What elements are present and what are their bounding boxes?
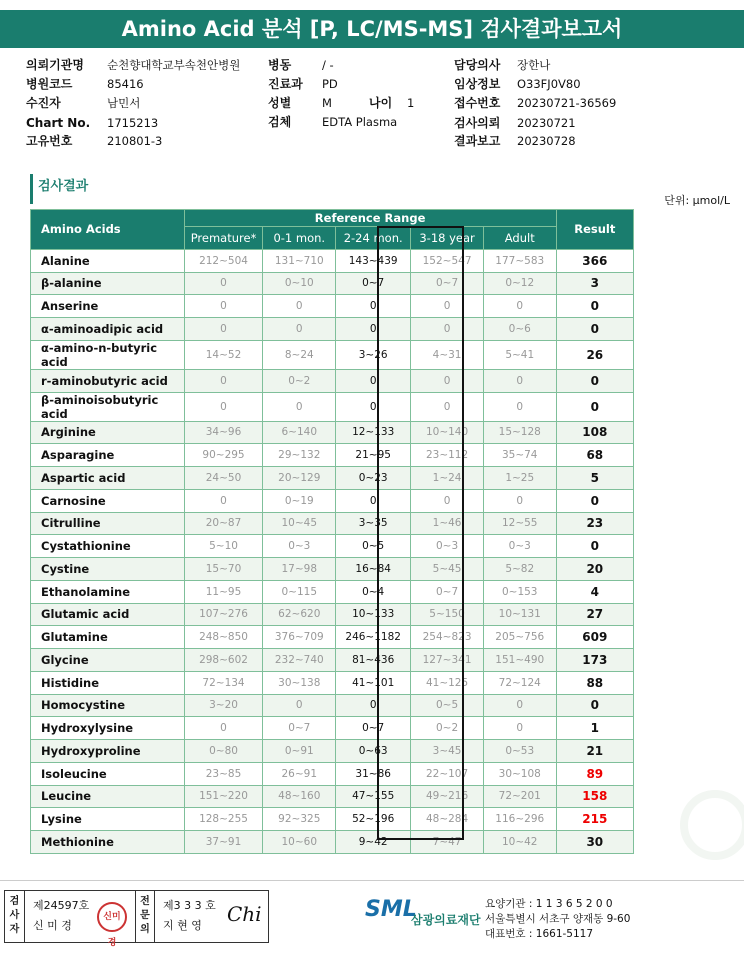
amino-acid-name: Arginine [31, 421, 185, 444]
reference-range: 3~45 [411, 740, 484, 763]
reference-range: 0 [483, 392, 556, 421]
reference-range: 0~80 [184, 740, 263, 763]
info-value: PD [322, 77, 338, 91]
reference-range: 8~24 [263, 340, 336, 369]
reference-range: 10~45 [263, 512, 336, 535]
info-right [454, 57, 654, 152]
table-row [31, 535, 634, 558]
reference-range: 90~295 [184, 444, 263, 467]
reference-range: 10~60 [263, 831, 336, 854]
table-row [31, 272, 634, 295]
reference-range: 0 [336, 369, 411, 392]
reference-range: 21~95 [336, 444, 411, 467]
reference-range: 5~150 [411, 603, 484, 626]
reference-range: 26~91 [263, 762, 336, 785]
info-value: 순천향대학교부속천안병원 [107, 58, 241, 72]
reference-range: 0 [336, 392, 411, 421]
address-block [485, 897, 630, 942]
result-value: 23 [556, 512, 633, 535]
table-row [31, 740, 634, 763]
reference-range: 23~85 [184, 762, 263, 785]
reference-range: 7~47 [411, 831, 484, 854]
reference-range: 49~216 [411, 785, 484, 808]
result-value: 366 [556, 249, 633, 272]
amino-acid-name: Asparagine [31, 444, 185, 467]
specialist-label: 전문의 [135, 891, 155, 942]
reference-range: 15~70 [184, 558, 263, 581]
results-table [30, 209, 634, 854]
table-row [31, 808, 634, 831]
reference-range: 10~140 [411, 421, 484, 444]
amino-acid-name: Anserine [31, 295, 185, 318]
info-value: 1715213 [107, 116, 159, 130]
amino-acid-name: Hydroxylysine [31, 717, 185, 740]
reference-range: 47~155 [336, 785, 411, 808]
reference-range: 0~4 [336, 580, 411, 603]
reference-range: 0 [184, 489, 263, 512]
table-row [31, 421, 634, 444]
info-value: 20230721 [517, 116, 576, 130]
reference-range: 5~45 [411, 558, 484, 581]
result-value: 609 [556, 626, 633, 649]
result-value: 0 [556, 318, 633, 341]
inspector-name: 신 미 경 [33, 919, 72, 932]
amino-acid-name: Citrulline [31, 512, 185, 535]
reference-range: 3~26 [336, 340, 411, 369]
info-label: 검사의뢰 [454, 116, 501, 130]
reference-range: 0 [184, 717, 263, 740]
reference-range: 12~133 [336, 421, 411, 444]
reference-range: 3~20 [184, 694, 263, 717]
info-label: 의뢰기관명 [26, 58, 84, 72]
reference-range: 35~74 [483, 444, 556, 467]
reference-range: 20~87 [184, 512, 263, 535]
reference-range: 131~710 [263, 249, 336, 272]
reference-range: 0~63 [336, 740, 411, 763]
info-label: 진료과 [268, 77, 303, 91]
reference-range: 72~134 [184, 671, 263, 694]
reference-range: 0~5 [336, 535, 411, 558]
reference-range: 1~24 [411, 467, 484, 490]
logo-mark: SML [365, 897, 417, 922]
table-row [31, 318, 634, 341]
info-label: 임상정보 [454, 77, 501, 91]
amino-acid-name: Cystine [31, 558, 185, 581]
info-value: 210801-3 [107, 134, 163, 148]
table-row [31, 340, 634, 369]
reference-range: 0~3 [263, 535, 336, 558]
result-value: 21 [556, 740, 633, 763]
info-value: 남민서 [107, 96, 141, 110]
reference-range: 22~107 [411, 762, 484, 785]
info-value: 20230721-36569 [517, 96, 617, 110]
table-row [31, 512, 634, 535]
info-mid [268, 57, 448, 137]
info-left [26, 57, 266, 152]
col-header-premature: Premature* [184, 227, 263, 250]
amino-acid-name: Lysine [31, 808, 185, 831]
reference-range: 0 [184, 369, 263, 392]
amino-acid-name: α-aminoadipic acid [31, 318, 185, 341]
info-label: 담당의사 [454, 58, 501, 72]
reference-range: 72~124 [483, 671, 556, 694]
reference-range: 0 [336, 489, 411, 512]
sml-logo [365, 897, 481, 927]
reference-range: 14~52 [184, 340, 263, 369]
result-value: 0 [556, 369, 633, 392]
reference-range: 0~3 [411, 535, 484, 558]
amino-acid-name: α-amino-n-butyric acid [31, 340, 185, 369]
info-label: 결과보고 [454, 134, 501, 148]
reference-range: 30~108 [483, 762, 556, 785]
watermark [680, 790, 744, 860]
reference-range: 0 [483, 694, 556, 717]
table-row [31, 603, 634, 626]
result-value: 108 [556, 421, 633, 444]
info-value: 장한나 [517, 58, 551, 72]
reference-range: 0~153 [483, 580, 556, 603]
reference-range: 376~709 [263, 626, 336, 649]
reference-range: 0~7 [336, 717, 411, 740]
specialist-number: 제3 3 3 호 [163, 899, 216, 912]
table-row [31, 489, 634, 512]
reference-range: 0 [483, 295, 556, 318]
reference-range: 17~98 [263, 558, 336, 581]
info-value: EDTA Plasma [322, 115, 398, 129]
col-header-result: Result [556, 210, 633, 250]
reference-range: 0 [263, 694, 336, 717]
info-label: 병동 [268, 58, 292, 72]
reference-range: 0 [483, 489, 556, 512]
reference-range: 0~7 [411, 580, 484, 603]
amino-acid-name: Hydroxyproline [31, 740, 185, 763]
amino-acid-name: β-alanine [31, 272, 185, 295]
reference-range: 128~255 [184, 808, 263, 831]
amino-acid-name: Leucine [31, 785, 185, 808]
reference-range: 0 [411, 489, 484, 512]
reference-range: 0~3 [483, 535, 556, 558]
reference-range: 0~2 [411, 717, 484, 740]
reference-range: 0 [184, 295, 263, 318]
col-header-adult: Adult [483, 227, 556, 250]
reference-range: 0 [411, 392, 484, 421]
table-row [31, 649, 634, 672]
result-value: 173 [556, 649, 633, 672]
inspector-number: 제24597호 [33, 899, 90, 912]
reference-range: 37~91 [184, 831, 263, 854]
table-row [31, 694, 634, 717]
result-value: 20 [556, 558, 633, 581]
reference-range: 6~140 [263, 421, 336, 444]
reference-range: 41~125 [411, 671, 484, 694]
info-label: 검체 [268, 115, 292, 129]
result-value: 0 [556, 295, 633, 318]
result-value: 0 [556, 535, 633, 558]
info-value: / - [322, 58, 334, 72]
reference-range: 127~341 [411, 649, 484, 672]
reference-range: 151~220 [184, 785, 263, 808]
table-row [31, 369, 634, 392]
info-label: Chart No. [26, 116, 91, 130]
amino-acid-name: Carnosine [31, 489, 185, 512]
info-label: 접수번호 [454, 96, 501, 110]
reference-range: 10~133 [336, 603, 411, 626]
col-header-name: Amino Acids [31, 210, 185, 250]
reference-range: 0 [336, 318, 411, 341]
reference-range: 107~276 [184, 603, 263, 626]
reference-range: 0~5 [411, 694, 484, 717]
result-value: 158 [556, 785, 633, 808]
address-line: 대표번호 : 1661-5117 [485, 928, 594, 940]
amino-acid-name: Alanine [31, 249, 185, 272]
reference-range: 34~96 [184, 421, 263, 444]
result-value: 0 [556, 489, 633, 512]
amino-acid-name: Homocystine [31, 694, 185, 717]
reference-range: 0~115 [263, 580, 336, 603]
result-value: 215 [556, 808, 633, 831]
specialist-name: 지 현 영 [163, 919, 202, 932]
reference-range: 0 [483, 369, 556, 392]
amino-acid-name: β-aminoisobutyric acid [31, 392, 185, 421]
info-label: 성별 [268, 96, 292, 110]
reference-range: 48~284 [411, 808, 484, 831]
col-header-2-24mon: 2-24 mon. [336, 227, 411, 250]
table-row [31, 249, 634, 272]
info-value: M [322, 96, 332, 110]
specialist-signature: Chi [227, 902, 262, 926]
amino-acid-name: Histidine [31, 671, 185, 694]
table-row [31, 392, 634, 421]
reference-range: 0 [336, 694, 411, 717]
inspector-seal: 신미경 [97, 902, 127, 932]
address-line: 요양기관 : 1 1 3 6 5 2 0 0 [485, 898, 613, 910]
reference-range: 0 [263, 392, 336, 421]
unit-label: 단위: μmol/L [664, 194, 730, 207]
reference-range: 0 [184, 318, 263, 341]
amino-acid-name: Glycine [31, 649, 185, 672]
reference-range: 177~583 [483, 249, 556, 272]
age-label: 나이 [369, 96, 393, 110]
reference-range: 5~82 [483, 558, 556, 581]
reference-range: 0 [411, 318, 484, 341]
amino-acid-name: Methionine [31, 831, 185, 854]
amino-acid-name: Aspartic acid [31, 467, 185, 490]
info-label: 병원코드 [26, 77, 73, 91]
reference-range: 24~50 [184, 467, 263, 490]
section-marker [30, 174, 33, 204]
reference-range: 298~602 [184, 649, 263, 672]
reference-range: 152~547 [411, 249, 484, 272]
amino-acid-name: Glutamine [31, 626, 185, 649]
reference-range: 0 [411, 295, 484, 318]
info-label: 수진자 [26, 96, 61, 110]
reference-range: 72~201 [483, 785, 556, 808]
reference-range: 11~95 [184, 580, 263, 603]
reference-range: 15~128 [483, 421, 556, 444]
reference-range: 5~41 [483, 340, 556, 369]
reference-range: 10~42 [483, 831, 556, 854]
table-row [31, 717, 634, 740]
reference-range: 143~439 [336, 249, 411, 272]
table-row [31, 295, 634, 318]
reference-range: 5~10 [184, 535, 263, 558]
reference-range: 0 [411, 369, 484, 392]
reference-range: 0 [483, 717, 556, 740]
reference-range: 30~138 [263, 671, 336, 694]
reference-range: 232~740 [263, 649, 336, 672]
reference-range: 4~31 [411, 340, 484, 369]
reference-range: 3~35 [336, 512, 411, 535]
result-value: 0 [556, 694, 633, 717]
col-header-reference: Reference Range [184, 210, 556, 227]
reference-range: 0~91 [263, 740, 336, 763]
reference-range: 31~86 [336, 762, 411, 785]
amino-acid-name: Isoleucine [31, 762, 185, 785]
reference-range: 1~25 [483, 467, 556, 490]
reference-range: 92~325 [263, 808, 336, 831]
table-row [31, 558, 634, 581]
table-row [31, 626, 634, 649]
reference-range: 116~296 [483, 808, 556, 831]
age-value: 1 [407, 96, 415, 110]
reference-range: 48~160 [263, 785, 336, 808]
result-value: 27 [556, 603, 633, 626]
info-value: 20230728 [517, 134, 576, 148]
result-value: 4 [556, 580, 633, 603]
reference-range: 246~1182 [336, 626, 411, 649]
reference-range: 151~490 [483, 649, 556, 672]
result-value: 0 [556, 392, 633, 421]
reference-range: 248~850 [184, 626, 263, 649]
reference-range: 0 [263, 318, 336, 341]
info-value: O33FJ0V80 [517, 77, 581, 91]
reference-range: 212~504 [184, 249, 263, 272]
table-row [31, 671, 634, 694]
reference-range: 0~10 [263, 272, 336, 295]
reference-range: 10~131 [483, 603, 556, 626]
amino-acid-name: Ethanolamine [31, 580, 185, 603]
reference-range: 0~23 [336, 467, 411, 490]
reference-range: 0~2 [263, 369, 336, 392]
report-title: Amino Acid 분석 [P, LC/MS-MS] 검사결과보고서 [0, 10, 744, 48]
result-value: 26 [556, 340, 633, 369]
reference-range: 0~6 [483, 318, 556, 341]
reference-range: 9~42 [336, 831, 411, 854]
reference-range: 29~132 [263, 444, 336, 467]
reference-range: 0~7 [336, 272, 411, 295]
reference-range: 52~196 [336, 808, 411, 831]
reference-range: 16~84 [336, 558, 411, 581]
reference-range: 205~756 [483, 626, 556, 649]
table-row [31, 467, 634, 490]
result-value: 68 [556, 444, 633, 467]
reference-range: 0~53 [483, 740, 556, 763]
info-value: 85416 [107, 77, 144, 91]
table-row [31, 785, 634, 808]
signature-box [4, 890, 269, 943]
result-value: 89 [556, 762, 633, 785]
reference-range: 0~7 [263, 717, 336, 740]
reference-range: 20~129 [263, 467, 336, 490]
reference-range: 0~19 [263, 489, 336, 512]
col-header-3-18year: 3-18 year [411, 227, 484, 250]
amino-acid-name: Cystathionine [31, 535, 185, 558]
address-line: 서울특별시 서초구 양재동 9-60 [485, 913, 631, 925]
result-value: 5 [556, 467, 633, 490]
info-label: 고유번호 [26, 134, 73, 148]
reference-range: 41~101 [336, 671, 411, 694]
reference-range: 254~823 [411, 626, 484, 649]
table-row [31, 580, 634, 603]
amino-acid-name: r-aminobutyric acid [31, 369, 185, 392]
inspector-label: 검사자 [5, 891, 25, 942]
table-row [31, 444, 634, 467]
reference-range: 23~112 [411, 444, 484, 467]
table-row [31, 762, 634, 785]
reference-range: 0~12 [483, 272, 556, 295]
result-value: 1 [556, 717, 633, 740]
result-value: 30 [556, 831, 633, 854]
amino-acid-name: Glutamic acid [31, 603, 185, 626]
reference-range: 12~55 [483, 512, 556, 535]
reference-range: 1~46 [411, 512, 484, 535]
reference-range: 0 [184, 272, 263, 295]
section-title: 검사결과 [38, 179, 89, 194]
logo-org: 삼광의료재단 [411, 913, 481, 927]
reference-range: 0 [336, 295, 411, 318]
col-header-0-1mon: 0-1 mon. [263, 227, 336, 250]
reference-range: 0 [263, 295, 336, 318]
reference-range: 62~620 [263, 603, 336, 626]
reference-range: 81~436 [336, 649, 411, 672]
result-value: 88 [556, 671, 633, 694]
reference-range: 0~7 [411, 272, 484, 295]
reference-range: 0 [184, 392, 263, 421]
result-value: 3 [556, 272, 633, 295]
table-row [31, 831, 634, 854]
